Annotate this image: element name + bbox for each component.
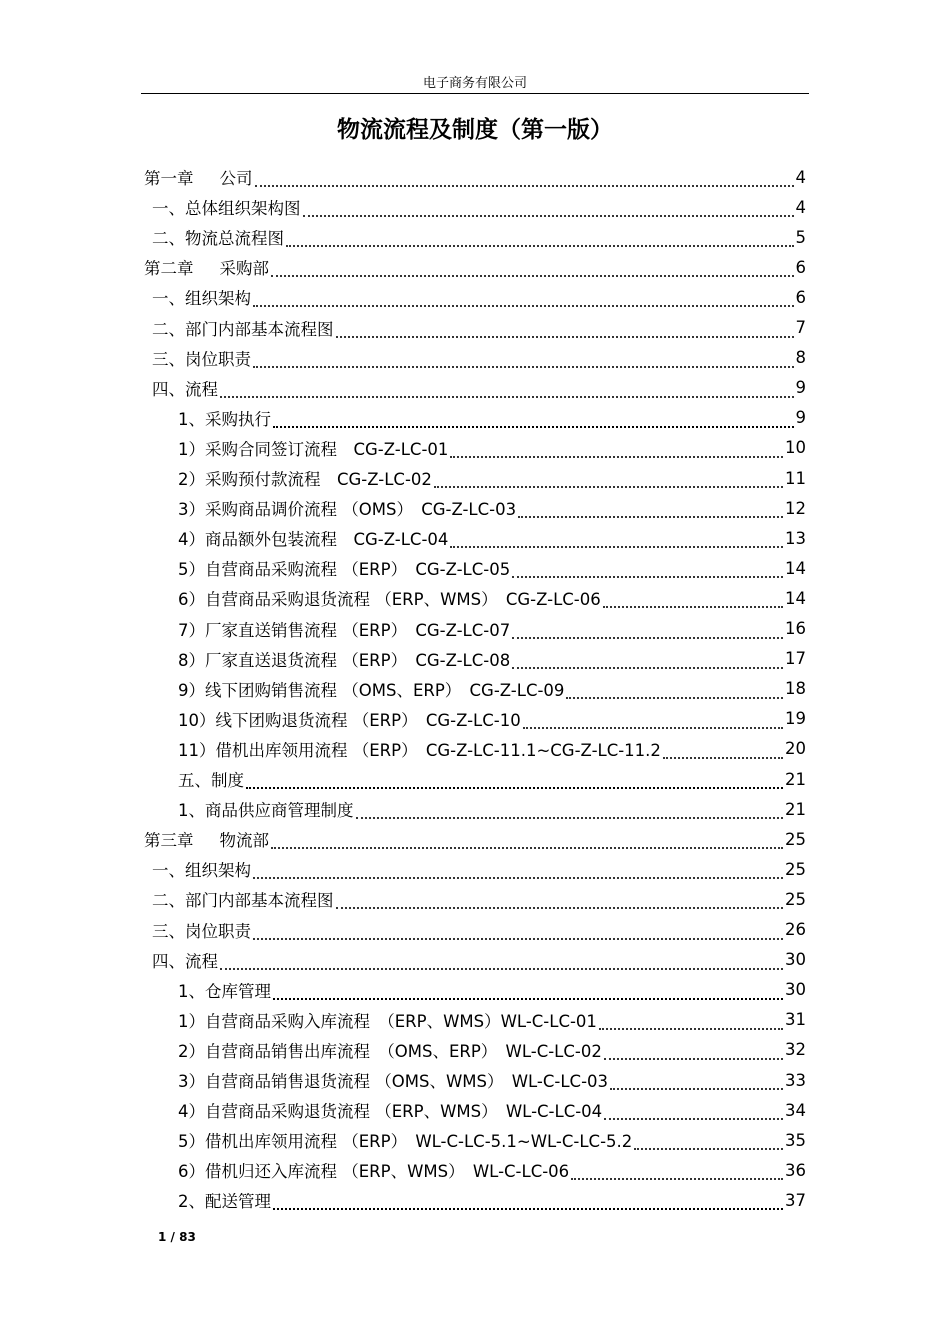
toc-entry[interactable] xyxy=(178,975,806,1005)
toc-page-number: 20 xyxy=(785,739,806,759)
toc-entry-title: 3）自营商品销售退货流程 （OMS、WMS） WL-C-LC-03 xyxy=(178,1072,609,1091)
toc-entry-title: 5）自营商品采购流程 （ERP） CG-Z-LC-05 xyxy=(178,560,511,580)
toc-page-number: 33 xyxy=(785,1070,806,1090)
toc-entry[interactable] xyxy=(178,583,806,613)
toc-entry[interactable] xyxy=(178,1125,806,1155)
toc-page-number: 6 xyxy=(795,257,806,277)
toc-entry-title: 二、部门内部基本流程图 xyxy=(152,319,334,339)
toc-page-number: 5 xyxy=(795,227,806,247)
toc-entry-title: 8）厂家直送退货流程 （ERP） CG-Z-LC-08 xyxy=(178,650,511,670)
toc-entry-title: 1、采购执行 xyxy=(178,409,271,429)
toc-page-number: 9 xyxy=(795,378,806,398)
toc-entry[interactable] xyxy=(144,824,806,854)
toc-page-number: 16 xyxy=(785,619,806,638)
toc-entry[interactable] xyxy=(178,433,806,463)
toc-chapter-name: 公司 xyxy=(219,169,253,188)
toc-entry-title: 三、岗位职责 xyxy=(152,349,251,369)
toc-entry-title: 11）借机出库领用流程 （ERP） CG-Z-LC-11.1~CG-Z-LC-11.2 xyxy=(178,740,661,760)
toc-entry[interactable] xyxy=(178,463,806,493)
toc-page-number: 37 xyxy=(785,1190,806,1210)
toc-page-number: 4 xyxy=(795,197,806,217)
toc-entry[interactable] xyxy=(178,794,806,824)
toc-entry-title: 5）借机出库领用流程 （ERP） WL-C-LC-5.1~WL-C-LC-5.2 xyxy=(178,1132,633,1152)
toc-dot-leader xyxy=(220,386,794,398)
toc-entry-title: 6）自营商品采购退货流程 （ERP、WMS） CG-Z-LC-06 xyxy=(178,590,601,610)
toc-page-number: 19 xyxy=(785,709,806,729)
header-divider xyxy=(141,93,809,94)
toc-entry-title: 一、总体组织架构图 xyxy=(152,199,301,219)
toc-entry[interactable] xyxy=(178,1155,806,1185)
toc-entry[interactable] xyxy=(152,854,806,884)
toc-entry-title: 2、配送管理 xyxy=(178,1192,271,1212)
toc-entry-title: 第三章 xyxy=(144,831,194,851)
toc-entry[interactable] xyxy=(178,704,806,734)
toc-dot-leader xyxy=(273,1198,783,1210)
toc-entry-title: 7）厂家直送销售流程 （ERP） CG-Z-LC-07 xyxy=(178,620,511,640)
toc-entry-title: 一、组织架构 xyxy=(152,289,251,309)
toc-entry[interactable] xyxy=(152,313,806,343)
toc-entry[interactable] xyxy=(152,945,806,975)
toc-entry[interactable] xyxy=(178,403,806,433)
toc-page-number: 4 xyxy=(795,167,806,187)
toc-dot-leader xyxy=(450,536,783,548)
toc-entry-title: 四、流程 xyxy=(152,951,218,971)
toc-entry[interactable] xyxy=(144,252,806,282)
toc-dot-leader xyxy=(663,747,783,759)
toc-dot-leader xyxy=(523,717,783,729)
toc-dot-leader xyxy=(303,205,794,217)
toc-page-number: 14 xyxy=(785,588,806,608)
toc-page-number: 34 xyxy=(785,1100,806,1120)
toc-entry-title: 第二章 xyxy=(144,259,194,279)
toc-entry-title: 一、组织架构 xyxy=(152,861,251,881)
toc-page-number: 32 xyxy=(785,1040,806,1060)
toc-page-number: 14 xyxy=(785,558,806,578)
toc-dot-leader xyxy=(271,837,783,849)
toc-page-number: 35 xyxy=(785,1130,806,1150)
toc-entry-title: 1）采购合同签订流程 CG-Z-LC-01 xyxy=(178,439,449,459)
toc-dot-leader xyxy=(603,596,783,608)
toc-entry[interactable] xyxy=(178,523,806,553)
toc-page-number: 30 xyxy=(785,980,806,1000)
toc-dot-leader xyxy=(253,928,783,940)
toc-page-number: 36 xyxy=(785,1160,806,1180)
toc-entry-title: 1、仓库管理 xyxy=(178,981,271,1001)
toc-page-number: 11 xyxy=(785,468,806,488)
toc-dot-leader xyxy=(512,627,783,639)
toc-page-number: 7 xyxy=(795,318,806,337)
toc-entry-title: 6）借机归还入库流程 （ERP、WMS） WL-C-LC-06 xyxy=(178,1162,570,1182)
toc-entry[interactable] xyxy=(178,614,806,644)
toc-entry-title: 2）自营商品销售出库流程 （OMS、ERP） WL-C-LC-02 xyxy=(178,1041,602,1061)
toc-entry-title: 四、流程 xyxy=(152,379,218,399)
toc-page-number: 25 xyxy=(785,859,806,879)
toc-entry-title: 10）线下团购退货流程 （ERP） CG-Z-LC-10 xyxy=(178,710,521,730)
toc-dot-leader xyxy=(610,1078,783,1090)
toc-dot-leader xyxy=(634,1138,783,1150)
document-title: 物流流程及制度（第一版） xyxy=(337,117,613,143)
toc-entry[interactable] xyxy=(178,764,806,794)
toc-dot-leader xyxy=(356,807,784,819)
toc-entry[interactable] xyxy=(178,1035,806,1065)
toc-dot-leader xyxy=(253,867,783,879)
toc-entry-title: 1）自营商品采购入库流程 （ERP、WMS）WL-C-LC-01 xyxy=(178,1011,597,1031)
toc-entry[interactable] xyxy=(178,1095,806,1125)
toc-entry-title: 9）线下团购销售流程 （OMS、ERP） CG-Z-LC-09 xyxy=(178,680,565,700)
toc-page-number: 25 xyxy=(785,829,806,849)
toc-entry-title: 第一章 xyxy=(144,169,194,188)
toc-entry[interactable] xyxy=(178,644,806,674)
toc-page-number: 21 xyxy=(785,799,806,819)
toc-page-number: 18 xyxy=(785,679,806,699)
toc-page-number: 30 xyxy=(785,950,806,970)
toc-dot-leader xyxy=(512,657,783,669)
toc-entry[interactable] xyxy=(152,915,806,945)
toc-dot-leader xyxy=(336,897,784,909)
toc-dot-leader xyxy=(255,175,794,187)
toc-dot-leader xyxy=(512,566,783,578)
toc-dot-leader xyxy=(253,356,794,368)
toc-entry[interactable] xyxy=(152,192,806,222)
toc-dot-leader xyxy=(434,476,783,488)
toc-entry[interactable] xyxy=(144,162,806,192)
toc-entry[interactable] xyxy=(152,222,806,252)
toc-page-number: 21 xyxy=(785,769,806,789)
toc-entry-title: 二、部门内部基本流程图 xyxy=(152,891,334,911)
toc-entry[interactable] xyxy=(178,1065,806,1095)
toc-page-number: 6 xyxy=(795,287,806,307)
toc-chapter-name: 物流部 xyxy=(219,831,269,851)
toc-dot-leader xyxy=(604,1108,783,1120)
toc-dot-leader xyxy=(450,446,783,458)
toc-entry[interactable] xyxy=(152,282,806,312)
toc-dot-leader xyxy=(246,777,783,789)
toc-entry[interactable] xyxy=(178,674,806,704)
toc-chapter-name: 采购部 xyxy=(219,259,269,279)
toc-page-number: 25 xyxy=(785,889,806,909)
toc-dot-leader xyxy=(220,958,783,970)
toc-entry[interactable] xyxy=(178,553,806,583)
toc-page-number: 9 xyxy=(795,408,806,428)
toc-entry-title: 1、商品供应商管理制度 xyxy=(178,801,354,821)
toc-entry-title: 4）商品额外包装流程 CG-Z-LC-04 xyxy=(178,530,449,550)
toc-page-number: 10 xyxy=(785,438,806,458)
toc-entry[interactable] xyxy=(152,373,806,403)
toc-page-number: 13 xyxy=(785,528,806,548)
running-header: 电子商务有限公司 xyxy=(422,76,527,91)
toc-page-number: 17 xyxy=(785,649,806,669)
toc-entry[interactable] xyxy=(152,884,806,914)
page-number: 1 / 83 xyxy=(158,1230,196,1244)
toc-page-number: 26 xyxy=(785,920,806,939)
toc-dot-leader xyxy=(271,265,794,277)
toc-entry[interactable] xyxy=(178,734,806,764)
toc-entry[interactable] xyxy=(178,1005,806,1035)
toc-entry[interactable] xyxy=(178,1185,806,1215)
toc-entry[interactable] xyxy=(152,343,806,373)
toc-entry-title: 2）采购预付款流程 CG-Z-LC-02 xyxy=(178,470,432,489)
toc-dot-leader xyxy=(518,506,783,518)
toc-dot-leader xyxy=(273,416,794,428)
toc-dot-leader xyxy=(599,1018,783,1030)
toc-page-number: 8 xyxy=(795,348,806,368)
toc-dot-leader xyxy=(253,295,794,307)
toc-dot-leader xyxy=(273,988,783,1000)
toc-dot-leader xyxy=(571,1168,783,1180)
toc-entry[interactable] xyxy=(178,493,806,523)
toc-entry-title: 三、岗位职责 xyxy=(152,921,251,941)
toc-dot-leader xyxy=(336,326,794,338)
toc-dot-leader xyxy=(566,687,783,699)
toc-entry-title: 3）采购商品调价流程 （OMS） CG-Z-LC-03 xyxy=(178,500,517,520)
toc-entry-title: 五、制度 xyxy=(178,771,244,790)
toc-dot-leader xyxy=(286,235,794,247)
toc-page-number: 31 xyxy=(785,1010,806,1030)
toc-page-number: 12 xyxy=(785,498,806,518)
toc-entry-title: 4）自营商品采购退货流程 （ERP、WMS） WL-C-LC-04 xyxy=(178,1102,603,1122)
toc-dot-leader xyxy=(604,1048,783,1060)
toc-entry-title: 二、物流总流程图 xyxy=(152,229,284,249)
